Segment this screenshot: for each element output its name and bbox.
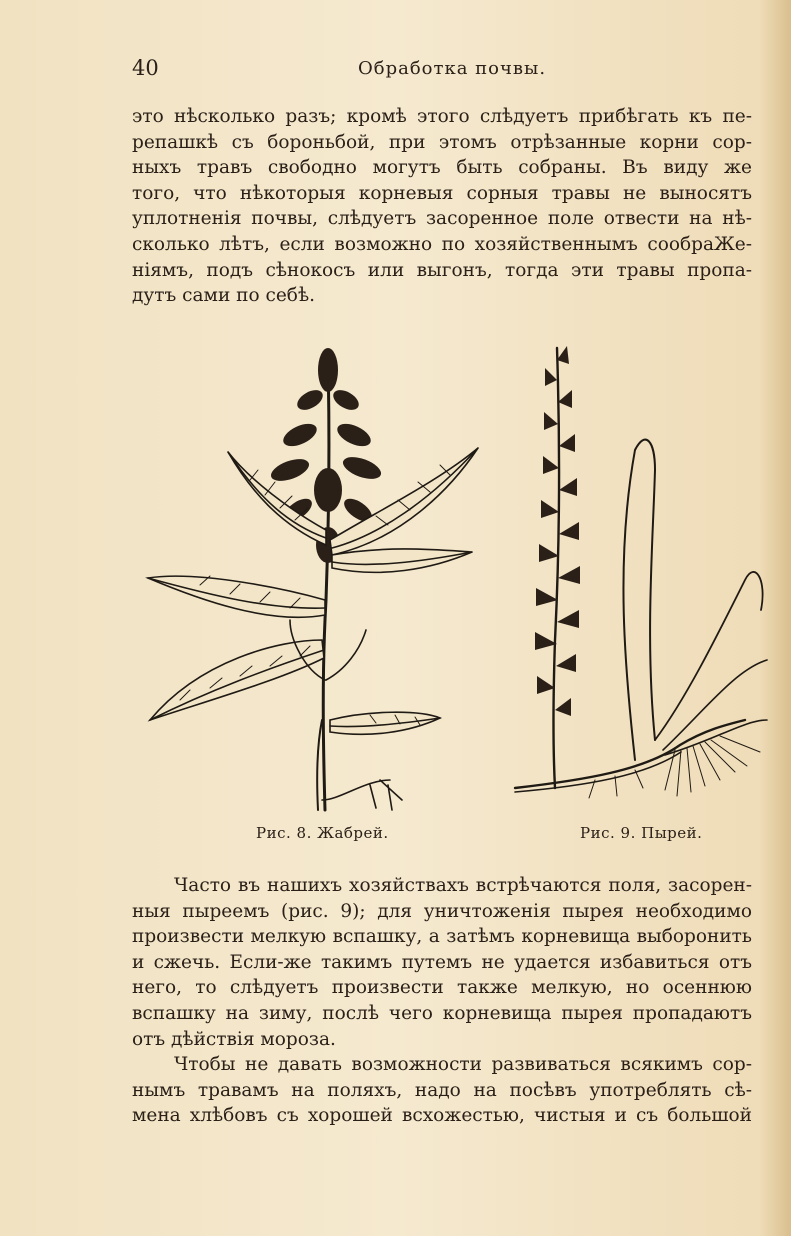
paragraph-1 xyxy=(132,104,752,309)
running-title: Обработка почвы. xyxy=(358,58,547,79)
text-line: дутъ сами по себѣ. xyxy=(132,285,315,307)
text-line: Чтобы не давать возможности развиваться всякимъ сор- xyxy=(174,1054,752,1075)
page-number: 40 xyxy=(132,56,159,80)
figure-8-plant-illustration xyxy=(140,340,480,820)
paragraph-3 xyxy=(132,1052,752,1129)
figure-8-caption: Рис. 8. Жабрей. xyxy=(256,824,389,842)
text-line: него, то слѣдуетъ произвести также мелкую, но осеннюю xyxy=(132,977,752,999)
text-line: нымъ травамъ на поляхъ, надо на посѣвъ употреблять сѣ- xyxy=(132,1079,752,1101)
text-line: ніямъ, подъ сѣнокосъ или выгонъ, тогда эти травы пропа- xyxy=(132,259,752,281)
figure-9-caption: Рис. 9. Пырей. xyxy=(580,824,703,842)
text-line: ныя пыреемъ (рис. 9); для уничтоженія пырея необходимо xyxy=(132,900,752,922)
text-line: это нѣсколько разъ; кромѣ этого слѣдуетъ прибѣгать къ пе- xyxy=(132,106,752,127)
text-line: ныхъ травъ свободно могутъ быть собраны. Въ виду же xyxy=(132,157,752,179)
text-line: отъ дѣйствія мороза. xyxy=(132,1028,336,1050)
text-line: произвести мелкую вспашку, а затѣмъ корневища выборонить xyxy=(132,926,752,948)
text-line: уплотненія почвы, слѣдуетъ засоренное поле отвести на нѣ- xyxy=(132,208,752,230)
text-line: того, что нѣкоторыя корневыя сорныя травы не выносятъ xyxy=(132,182,752,204)
text-line: вспашку на зиму, послѣ чего корневища пырея пропадаютъ xyxy=(132,1002,752,1024)
text-line: Часто въ нашихъ хозяйствахъ встрѣчаются поля, засорен- xyxy=(174,875,752,896)
text-line: и сжечь. Если-же такимъ путемъ не удается избавиться отъ xyxy=(132,951,752,973)
text-line: репашкѣ съ бороньбой, при этомъ отрѣзанные корни сор- xyxy=(132,131,752,153)
paragraph-2 xyxy=(132,873,752,1052)
text-line: сколько лѣтъ, если возможно по хозяйственнымъ сообраЖе- xyxy=(132,233,752,255)
text-line: мена хлѣбовъ съ хорошей всхожестью, чистыя и съ большой xyxy=(132,1105,752,1127)
page-header xyxy=(132,56,752,86)
figure-9-grass-illustration xyxy=(505,340,775,810)
